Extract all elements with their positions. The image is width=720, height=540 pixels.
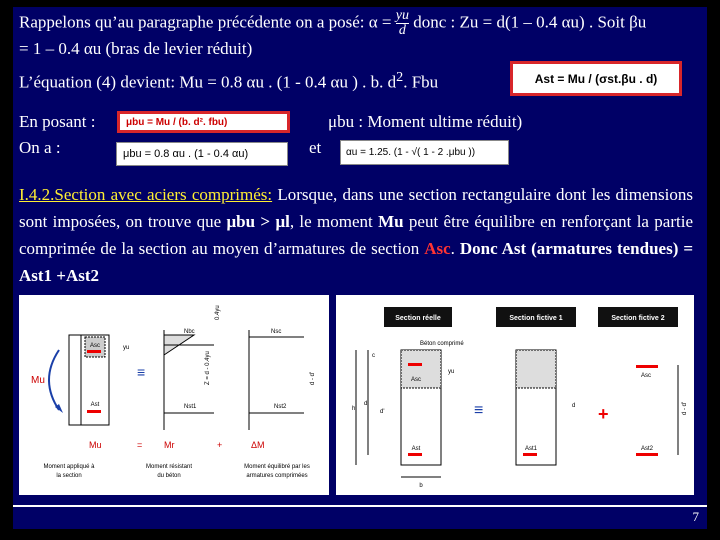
d-minus-dprime-label: d - d' <box>310 371 316 385</box>
asc-bar <box>87 350 101 353</box>
line-1: Rappelons qu’au paragraphe précédente on a posé: α = $\frac{yu}{d}$ donc : Zu = d(1 – 0.4 αu) . Soit βu <box>19 8 647 38</box>
real-yu-label: yu <box>448 369 455 375</box>
ast-label: Ast <box>90 402 100 408</box>
section-heading: I.4.2.Section avec aciers comprimés: <box>19 185 273 204</box>
equivalence-sign-2: ≡ <box>474 402 484 419</box>
ast1-bar <box>523 453 537 456</box>
line-2: = 1 – 0.4 αu (bras de levier réduit) <box>19 39 253 58</box>
nsc-label: Nsc <box>271 329 282 335</box>
ast2-bar <box>636 453 658 456</box>
asc-label: Asc <box>89 343 101 349</box>
real-ast-bar <box>408 453 422 456</box>
caption-3b: armatures comprimées <box>246 473 308 479</box>
bottom-mu: Mu <box>89 440 102 450</box>
ast1-label: Ast1 <box>524 446 538 452</box>
line-5-et: et <box>309 138 322 157</box>
real-asc-bar <box>408 363 422 366</box>
lever-arm-label: Z = d - 0.4yu <box>205 351 211 385</box>
page-number: 7 <box>692 509 699 524</box>
fictive-1-d-label: d <box>572 403 576 409</box>
nst1-label: Nst1 <box>184 404 197 410</box>
nst2-label: Nst2 <box>274 404 287 410</box>
ast-formula-box: Ast = Mu / (σst.βu . d) <box>510 61 682 96</box>
slide <box>13 7 707 529</box>
d-minus-dprime-label: d - d' <box>682 401 688 415</box>
section-paragraph: I.4.2.Section avec aciers comprimés: Lorsque, dans une section rectangulaire dont les dimensions sont imposées, on trouve que μbu > μl, le moment Mu peut être équilibre en renforçant la partie comprimée de la section au moyen d’armatures de section Asc. Donc Ast (armatures tendues) = Ast1 +Ast2 <box>19 185 694 285</box>
asc-term: Asc <box>424 239 451 258</box>
asc2-bar <box>636 365 658 368</box>
caption-2a: Moment résistant <box>145 464 193 470</box>
section-reelle-label: Section réelle <box>395 315 441 322</box>
real-ast-label: Ast <box>411 446 421 452</box>
bottom-plus: + <box>217 440 223 450</box>
fictive-1-compressed <box>516 350 556 388</box>
caption-1b: la section <box>56 473 82 479</box>
caption-3a: Moment équilibré par les <box>244 464 310 470</box>
line-3: L’équation (4) devient: Mu = 0.8 αu . (1 - 0.4 αu ) . b. $d^2$. Fbu <box>19 69 439 92</box>
bottom-equals: = <box>137 440 143 450</box>
line-4-reduced-moment: μbu : Moment ultime réduit) <box>328 112 523 131</box>
fraction-numerator: yu <box>395 8 409 23</box>
moment-decomposition-figure <box>19 295 329 495</box>
ast-sum: Ast (armatures tendues) = Ast1 +Ast2 <box>19 239 694 285</box>
plus-sign: + <box>598 404 609 424</box>
mu-label: Mu <box>31 375 45 386</box>
real-asc-label: Asc <box>410 377 422 383</box>
beam-left-edge <box>69 335 81 425</box>
dprime-label: d' <box>380 409 385 415</box>
moment-arrow <box>49 350 59 410</box>
mu-comparison: μbu > μl <box>226 212 290 231</box>
top-dim-label: 0.4yu <box>215 305 221 320</box>
fictive-sections-figure <box>336 295 694 495</box>
b-label: b <box>419 483 423 489</box>
h-label: h <box>352 406 356 412</box>
section-fictive-1-label: Section fictive 1 <box>509 315 563 322</box>
equivalence-sign: ≡ <box>137 364 146 380</box>
d-label: d <box>364 401 368 407</box>
beton-comprime-label: Béton comprimé <box>420 341 464 347</box>
section-fictive-2-label: Section fictive 2 <box>611 315 665 322</box>
line-5-label: On a : <box>19 138 61 157</box>
fraction-denominator: d <box>398 23 406 38</box>
mubu-definition-box: μbu = Mu / (b. d². fbu) <box>117 111 290 133</box>
c-label: c <box>372 353 375 359</box>
yu-label: yu <box>123 345 130 351</box>
caption-1a: Moment appliqué à <box>43 464 95 470</box>
mubu-equation-box: μbu = 0.8 αu . (1 - 0.4 αu) <box>116 142 288 166</box>
caption-2b: du béton <box>157 473 181 479</box>
donc-term: Donc <box>459 239 498 258</box>
asc2-label: Asc <box>640 373 652 379</box>
alpha-equation-box: αu = 1.25. (1 - √( 1 - 2 .μbu )) <box>340 140 509 165</box>
line-4-label: En posant : <box>19 112 96 131</box>
ast2-label: Ast2 <box>640 446 654 452</box>
page-footer <box>13 507 707 529</box>
bottom-mr: Mr <box>164 440 175 450</box>
nbc-label: Nbc <box>184 329 195 335</box>
mu-term: Mu <box>378 212 404 231</box>
bottom-delta-m: ΔM <box>251 440 265 450</box>
exponent: 2 <box>396 69 404 85</box>
ast-bar <box>87 410 101 413</box>
